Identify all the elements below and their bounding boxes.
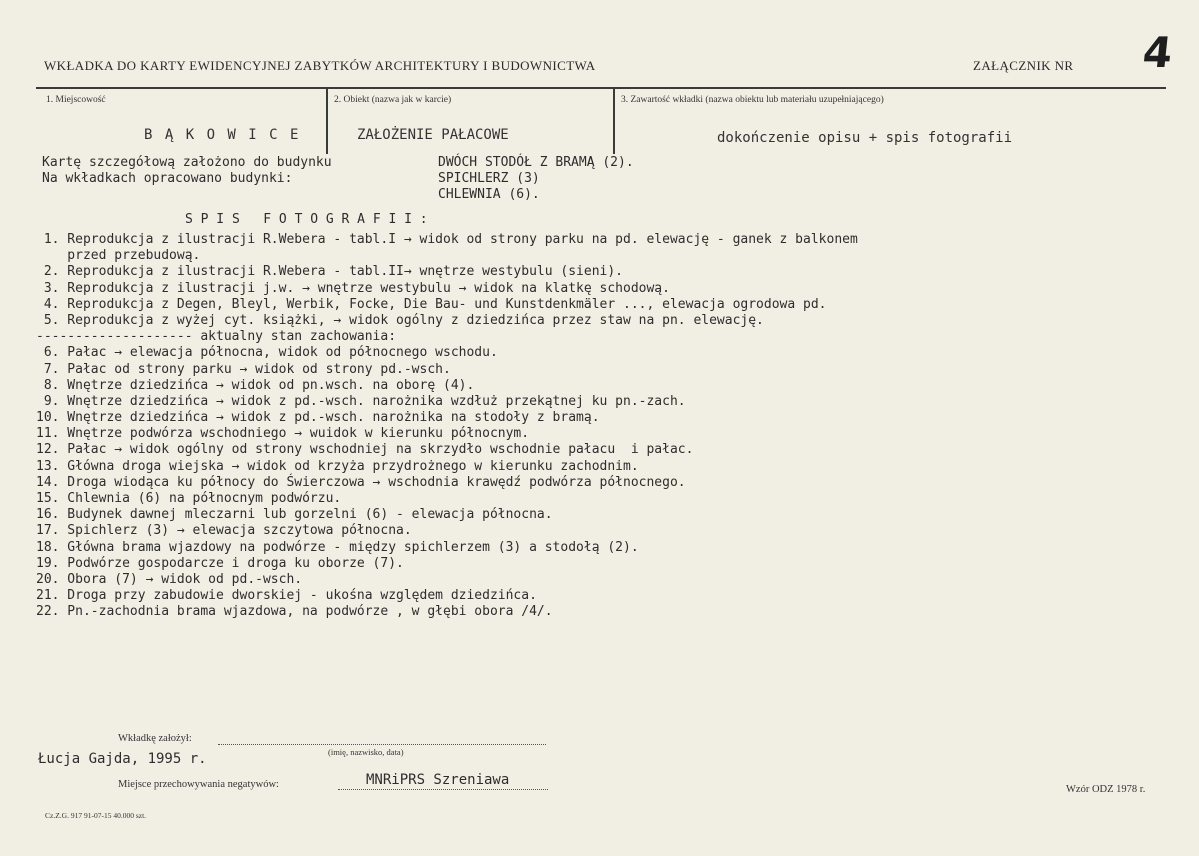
place-label: 1. Miejscowość — [46, 95, 106, 105]
list-item: 7. Pałac od strony parku → widok od strony pd.-wsch. — [36, 361, 451, 377]
attachment-number: 4 — [1140, 28, 1175, 77]
table-divider-1 — [326, 88, 328, 154]
list-item: 8. Wnętrze dziedzińca → widok od pn.wsch. na oborę (4). — [36, 377, 475, 393]
intro-line2-value: SPICHLERZ (3) — [438, 171, 540, 186]
list-item: 15. Chlewnia (6) na północnym podwórzu. — [36, 491, 342, 506]
list-item: 9. Wnętrze dziedzińca → widok z pd.-wsch. narożnika wzdłuż przekątnej ku pn.-zach. — [36, 393, 686, 409]
author-label: Wkładkę założył: — [118, 733, 192, 744]
photo-list — [36, 232, 858, 621]
list-item: przed przebudową. — [36, 248, 201, 264]
list-item: 16. Budynek dawnej mleczarni lub gorzelni (6) - elewacja północna. — [36, 507, 553, 523]
list-item: 12. Pałac → widok ogólny od strony wschodniej na skrzydło wschodnie pałacu i pałac. — [36, 442, 694, 458]
list-item: 20. Obora (7) → widok od pd.-wsch. — [36, 571, 303, 587]
table-top-rule — [36, 87, 1166, 89]
table-divider-2 — [613, 88, 615, 154]
storage-label: Miejsce przechowywania negatywów: — [118, 779, 279, 790]
list-item: 22. Pn.-zachodnia brama wjazdowa, na podwórze , w głębi obora /4/. — [36, 604, 553, 620]
storage-value: MNRiPRS Szreniawa — [366, 772, 510, 788]
list-item: 6. Pałac → elewacja północna, widok od północnego wschodu. — [36, 345, 498, 361]
photo-list-heading: S P I S F O T O G R A F I I : — [185, 212, 428, 227]
place-value: B Ą K O W I C E — [144, 127, 301, 143]
author-hint: (imię, nazwisko, data) — [328, 747, 404, 757]
list-item: 11. Wnętrze podwórza wschodniego → wuidok w kierunku północnym. — [36, 426, 530, 442]
list-item: 18. Główna brama wjazdowy na podwórze - między spichlerzem (3) a stodołą (2). — [36, 539, 639, 555]
content-label: 3. Zawartość wkładki (nazwa obiektu lub materiału uzupełniającego) — [621, 95, 884, 105]
author-value: Łucja Gajda, 1995 r. — [38, 751, 207, 767]
storage-dotted-line — [338, 789, 548, 790]
template-label: Wzór ODZ 1978 r. — [1066, 784, 1146, 795]
intro-line3-value: CHLEWNIA (6). — [438, 187, 540, 202]
object-value: ZAŁOŻENIE PAŁACOWE — [357, 127, 509, 143]
list-item: 3. Reprodukcja z ilustracji j.w. → wnętrze westybulu → widok na klatkę schodową. — [36, 280, 670, 296]
content-value: dokończenie opisu + spis fotografii — [717, 130, 1013, 146]
intro-line2-label: Na wkładkach opracowano budynki: — [42, 171, 293, 186]
form-title: WKŁADKA DO KARTY EWIDENCYJNEJ ZABYTKÓW ARCHITEKTURY I BUDOWNICTWA — [44, 58, 596, 73]
attachment-label: ZAŁĄCZNIK NR — [973, 58, 1074, 73]
list-item: 4. Reprodukcja z Degen, Bleyl, Werbik, Focke, Die Bau- und Kunstdenkmäler ..., elewacja ogrodowa pd. — [36, 296, 827, 312]
list-item: 13. Główna droga wiejska → widok od krzyża przydrożnego w kierunku zachodnim. — [36, 458, 639, 474]
section-separator: -------------------- aktualny stan zachowania: — [36, 329, 397, 345]
print-code: Cz.Z.G. 917 91-07-15 40.000 szt. — [45, 811, 147, 820]
list-item: 2. Reprodukcja z ilustracji R.Webera - tabl.II→ wnętrze westybulu (sieni). — [36, 264, 623, 280]
list-item: 1. Reprodukcja z ilustracji R.Webera - tabl.I → widok od strony parku na pd. elewację - ganek z balkonem — [36, 232, 858, 247]
list-item: 19. Podwórze gospodarcze i droga ku oborze (7). — [36, 555, 404, 571]
list-item: 14. Droga wiodąca ku północy do Świerczowa → wschodnia krawędź podwórza północnego. — [36, 474, 686, 490]
list-item: 5. Reprodukcja z wyżej cyt. książki, → widok ogólny z dziedzińca przez staw na pn. elewację. — [36, 312, 764, 328]
intro-line1-label: Kartę szczegółową założono do budynku — [42, 155, 332, 170]
author-dotted-line — [218, 744, 546, 745]
object-label: 2. Obiekt (nazwa jak w karcie) — [334, 95, 452, 105]
list-item: 17. Spichlerz (3) → elewacja szczytowa północna. — [36, 523, 412, 539]
list-item: 21. Droga przy zabudowie dworskiej - ukośna względem dziedzińca. — [36, 588, 537, 604]
list-item: 10. Wnętrze dziedzińca → widok z pd.-wsch. narożnika na stodoły z bramą. — [36, 410, 600, 426]
intro-line1-value: DWÓCH STODÓŁ Z BRAMĄ (2). — [438, 155, 634, 170]
